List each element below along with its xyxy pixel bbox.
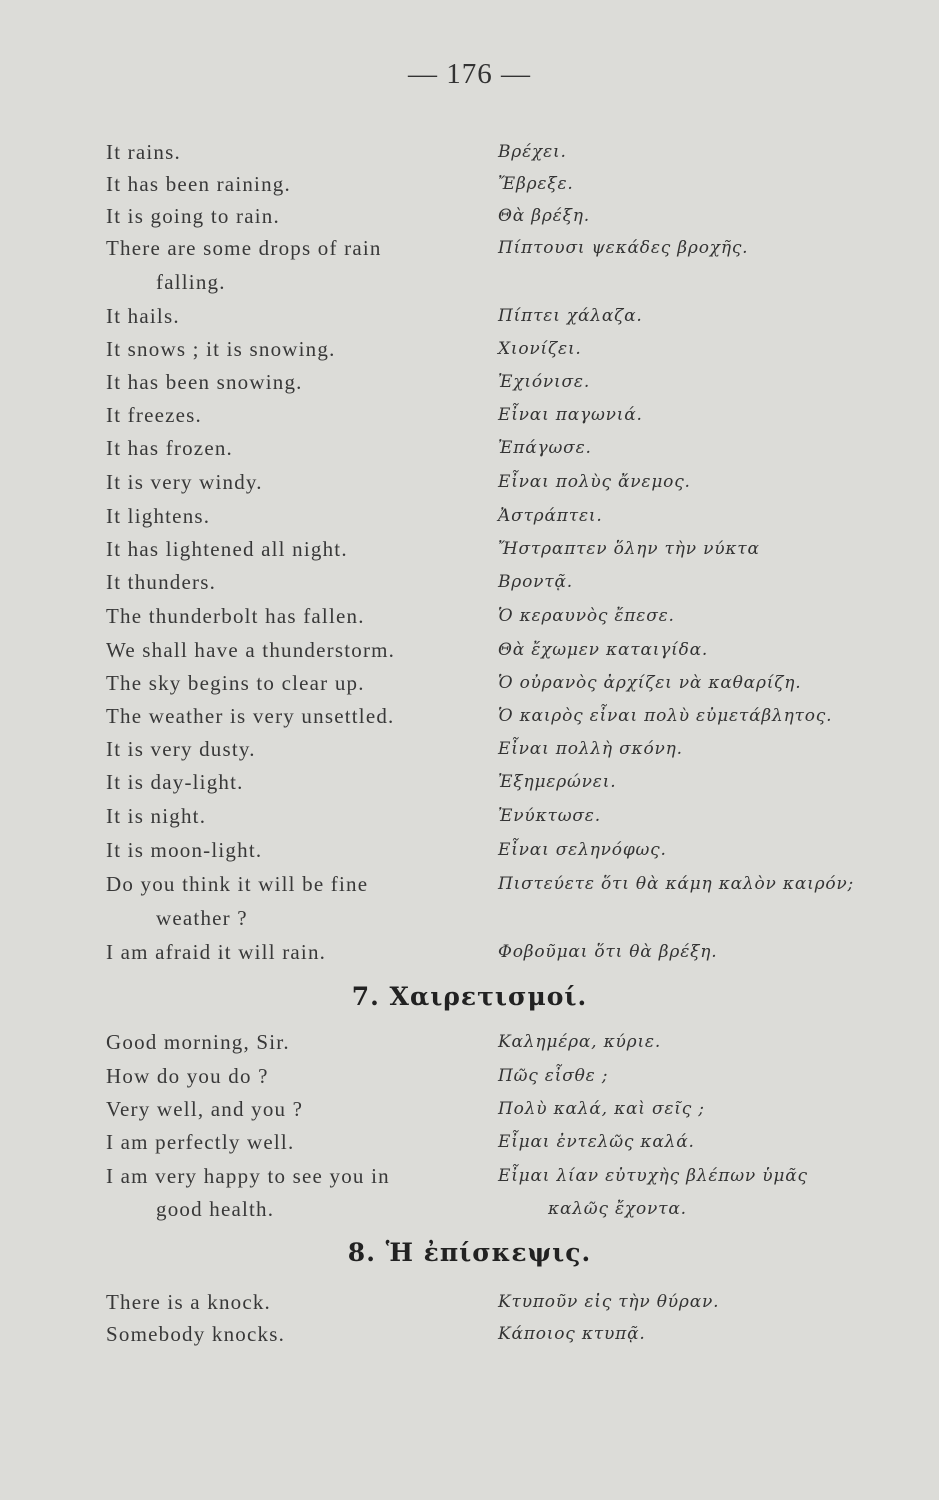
list-item xyxy=(0,1290,939,1324)
section-heading-greetings: 7. Χαιρετισμοί. xyxy=(351,982,588,1011)
greek-phrase: Ὁ οὐρανὸς ἀρχίζει νὰ καθαρίζη. xyxy=(498,673,802,693)
list-item xyxy=(0,370,939,404)
list-item xyxy=(0,1030,939,1064)
greek-phrase: Βρέχει. xyxy=(498,142,567,162)
list-item xyxy=(0,804,939,838)
greek-phrase: Θὰ βρέξη. xyxy=(498,206,590,226)
list-item xyxy=(0,570,939,604)
list-item xyxy=(0,172,939,206)
list-item xyxy=(0,770,939,804)
list-item xyxy=(0,838,939,872)
list-item xyxy=(0,537,939,571)
english-phrase: Good morning, Sir. xyxy=(106,1030,290,1054)
greek-phrase: Εἶμαι λίαν εὐτυχὴς βλέπων ὑμᾶς xyxy=(498,1166,808,1186)
list-item xyxy=(0,236,939,270)
english-phrase: There are some drops of rain xyxy=(106,236,382,260)
english-phrase: Very well, and you ? xyxy=(106,1097,304,1121)
greek-phrase: Εἶναι πολλὴ σκόνη. xyxy=(498,739,683,759)
list-item xyxy=(0,906,939,940)
english-phrase: I am afraid it will rain. xyxy=(106,940,327,964)
english-phrase: It is very windy. xyxy=(106,470,263,494)
list-item xyxy=(0,1130,939,1164)
greek-phrase: Βροντᾷ. xyxy=(498,572,573,592)
english-phrase: I am very happy to see you in xyxy=(106,1164,390,1188)
list-item xyxy=(0,604,939,638)
list-item xyxy=(0,638,939,672)
greek-phrase: Ἔβρεξε. xyxy=(498,174,574,194)
section-heading-visit: 8. Ἡ ἐπίσκεψις. xyxy=(347,1238,592,1267)
english-phrase: It freezes. xyxy=(106,403,202,427)
english-phrase: The thunderbolt has fallen. xyxy=(106,604,365,628)
greek-phrase: Εἶμαι ἐντελῶς καλά. xyxy=(498,1132,695,1152)
greek-phrase: Πιστεύετε ὅτι θὰ κάμη καλὸν καιρόν; xyxy=(498,874,855,894)
greek-phrase: Φοβοῦμαι ὅτι θὰ βρέξη. xyxy=(498,942,718,962)
english-phrase: We shall have a thunderstorm. xyxy=(106,638,396,662)
greek-phrase: Κτυποῦν εἰς τὴν θύραν. xyxy=(498,1292,720,1312)
english-phrase: How do you do ? xyxy=(106,1064,269,1088)
greek-phrase: Ἐξημερώνει. xyxy=(498,772,617,792)
greek-phrase: Ὁ κεραυνὸς ἔπεσε. xyxy=(498,606,675,626)
english-phrase: The weather is very unsettled. xyxy=(106,704,395,728)
list-item xyxy=(0,704,939,738)
english-phrase: It thunders. xyxy=(106,570,217,594)
list-item xyxy=(0,470,939,504)
english-phrase: It lightens. xyxy=(106,504,211,528)
list-item xyxy=(0,337,939,371)
list-item xyxy=(0,737,939,771)
list-item xyxy=(0,140,939,174)
greek-phrase: Εἶναι παγωνιά. xyxy=(498,405,643,425)
english-phrase: It rains. xyxy=(106,140,181,164)
list-item xyxy=(0,270,939,304)
english-phrase: It is very dusty. xyxy=(106,737,256,761)
english-phrase-continuation: weather ? xyxy=(156,906,248,930)
greek-phrase: Ἀστράπτει. xyxy=(498,506,603,526)
english-phrase: It is night. xyxy=(106,804,207,828)
english-phrase-continuation: good health. xyxy=(156,1197,275,1221)
english-phrase: It has been raining. xyxy=(106,172,291,196)
english-phrase: The sky begins to clear up. xyxy=(106,671,365,695)
list-item xyxy=(0,1197,939,1231)
english-phrase: It has frozen. xyxy=(106,436,233,460)
list-item xyxy=(0,1164,939,1198)
english-phrase: I am perfectly well. xyxy=(106,1130,295,1154)
english-phrase: It is going to rain. xyxy=(106,204,280,228)
list-item xyxy=(0,1064,939,1098)
english-phrase: It has been snowing. xyxy=(106,370,303,394)
list-item xyxy=(0,872,939,906)
greek-phrase: Θὰ ἔχωμεν καταιγίδα. xyxy=(498,640,709,660)
greek-phrase: Ἐνύκτωσε. xyxy=(498,806,601,826)
english-phrase: It snows ; it is snowing. xyxy=(106,337,336,361)
greek-phrase: Καλημέρα, κύριε. xyxy=(498,1032,662,1052)
english-phrase: Do you think it will be fine xyxy=(106,872,369,896)
english-phrase-continuation: falling. xyxy=(156,270,226,294)
list-item xyxy=(0,671,939,705)
english-phrase: Somebody knocks. xyxy=(106,1322,286,1346)
list-item xyxy=(0,204,939,238)
greek-phrase: Ἐχιόνισε. xyxy=(498,372,591,392)
greek-phrase: Εἶναι σεληνόφως. xyxy=(498,840,667,860)
english-phrase: It has lightened all night. xyxy=(106,537,348,561)
english-phrase: It is day-light. xyxy=(106,770,244,794)
english-phrase: There is a knock. xyxy=(106,1290,272,1314)
list-item xyxy=(0,403,939,437)
greek-phrase-continuation: καλῶς ἔχοντα. xyxy=(548,1199,687,1219)
list-item xyxy=(0,1322,939,1356)
greek-phrase: Ἐπάγωσε. xyxy=(498,438,592,458)
list-item xyxy=(0,504,939,538)
english-phrase: It is moon-light. xyxy=(106,838,263,862)
greek-phrase: Ὁ καιρὸς εἶναι πολὺ εὐμετάβλητος. xyxy=(498,706,833,726)
greek-phrase: Χιονίζει. xyxy=(498,339,582,359)
list-item xyxy=(0,1097,939,1131)
list-item xyxy=(0,436,939,470)
english-phrase: It hails. xyxy=(106,304,180,328)
greek-phrase: Πῶς εἶσθε ; xyxy=(498,1066,609,1086)
greek-phrase: Πολὺ καλά, καὶ σεῖς ; xyxy=(498,1099,705,1119)
greek-phrase: Ἤστραπτεν ὅλην τὴν νύκτα xyxy=(498,539,760,559)
greek-phrase: Κάποιος κτυπᾷ. xyxy=(498,1324,646,1344)
greek-phrase: Πίπτει χάλαζα. xyxy=(498,306,643,326)
list-item xyxy=(0,940,939,974)
greek-phrase: Εἶναι πολὺς ἄνεμος. xyxy=(498,472,691,492)
list-item xyxy=(0,304,939,338)
page-number: — 176 — xyxy=(408,58,531,90)
greek-phrase: Πίπτουσι ψεκάδες βροχῆς. xyxy=(498,238,749,258)
